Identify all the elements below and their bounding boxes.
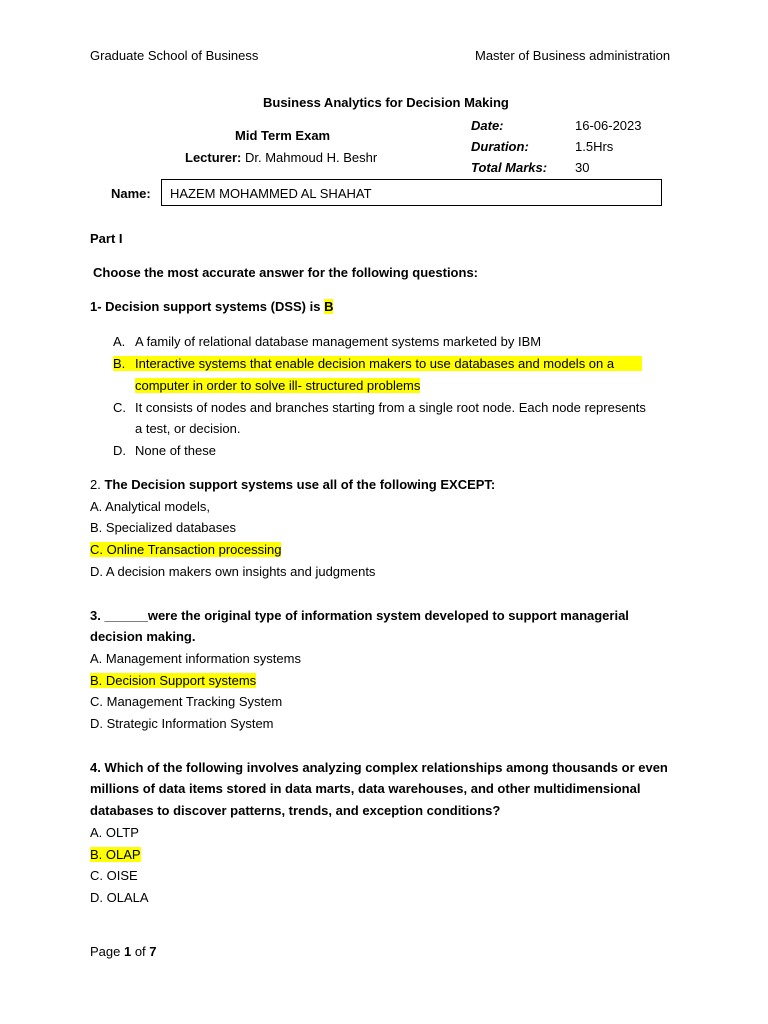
q3-option-d: D. Strategic Information System	[90, 716, 274, 731]
q4-option-d: D. OLALA	[90, 890, 149, 905]
page-prefix: Page	[90, 944, 124, 959]
duration-label: Duration:	[471, 139, 529, 154]
q1-option-d	[113, 443, 216, 458]
q4-option-a: A. OLTP	[90, 825, 139, 840]
course-title: Business Analytics for Decision Making	[263, 95, 509, 110]
q1-text: 1- Decision support systems (DSS) is	[90, 299, 325, 314]
q2-option-c: C. Online Transaction processing	[90, 542, 282, 557]
page-total: 7	[149, 944, 157, 959]
name-value: HAZEM MOHAMMED AL SHAHAT	[170, 186, 372, 201]
part-heading: Part I	[90, 231, 123, 246]
lecturer-label: Lecturer:	[185, 150, 242, 165]
q3-option-a: A. Management information systems	[90, 651, 301, 666]
instruction: Choose the most accurate answer for the following questions:	[93, 265, 478, 280]
q1-question	[90, 299, 333, 314]
name-label: Name:	[111, 186, 151, 201]
q4-question-line2: millions of data items stored in data marts, data warehouses, and other multidimensional	[90, 781, 641, 796]
page-current: 1	[123, 944, 132, 959]
q1-option-b-cont: computer in order to solve ill- structured problems	[135, 378, 421, 393]
option-text: A family of relational database management systems marketed by IBM	[135, 334, 542, 349]
option-letter: A.	[113, 334, 126, 349]
q4-question-line3: databases to discover patterns, trends, and exception conditions?	[90, 803, 501, 818]
lecturer-name: Dr. Mahmoud H. Beshr	[244, 150, 378, 165]
q2-number: 2.	[90, 477, 105, 492]
total-marks-value: 30	[575, 160, 590, 175]
lecturer	[185, 150, 377, 165]
q3-question-line2: decision making.	[90, 629, 196, 644]
option-letter: B.	[113, 356, 126, 371]
header-program: Master of Business administration	[475, 48, 671, 63]
option-text: Interactive systems that enable decision makers to use databases and models on a	[135, 356, 615, 371]
q2-option-a: A. Analytical models,	[90, 499, 210, 514]
q2-option-b: B. Specialized databases	[90, 520, 236, 535]
q1-option-c-cont: a test, or decision.	[135, 421, 241, 436]
q1-option-c	[113, 400, 646, 415]
date-value: 16-06-2023	[575, 118, 642, 133]
q3-option-c: C. Management Tracking System	[90, 694, 283, 709]
option-letter: C.	[113, 400, 126, 415]
q2-text: The Decision support systems use all of the following EXCEPT:	[104, 477, 496, 492]
page-number	[90, 944, 157, 959]
q1-option-a	[113, 334, 541, 349]
name-field[interactable]	[161, 179, 662, 206]
total-marks-label: Total Marks:	[471, 160, 548, 175]
q2-option-d: D. A decision makers own insights and judgments	[90, 564, 376, 579]
header-school: Graduate School of Business	[90, 48, 259, 63]
q3-question-line1: 3. ______were the original type of information system developed to support managerial	[90, 608, 629, 623]
q3-option-b: B. Decision Support systems	[90, 673, 257, 688]
q4-question-line1: 4. Which of the following involves analyzing complex relationships among thousands or even	[90, 760, 668, 775]
date-label: Date:	[471, 118, 504, 133]
q1-option-b	[113, 356, 642, 371]
q1-answer: B	[324, 299, 334, 314]
q2-question	[90, 477, 495, 492]
q4-option-c: C. OISE	[90, 868, 138, 883]
q4-option-b: B. OLAP	[90, 847, 141, 862]
exam-title: Mid Term Exam	[235, 128, 331, 143]
duration-value: 1.5Hrs	[575, 139, 614, 154]
page-of: of	[131, 944, 150, 959]
option-text: None of these	[135, 443, 216, 458]
option-letter: D.	[113, 443, 126, 458]
option-text: It consists of nodes and branches starting from a single root node. Each node represents	[135, 400, 646, 415]
